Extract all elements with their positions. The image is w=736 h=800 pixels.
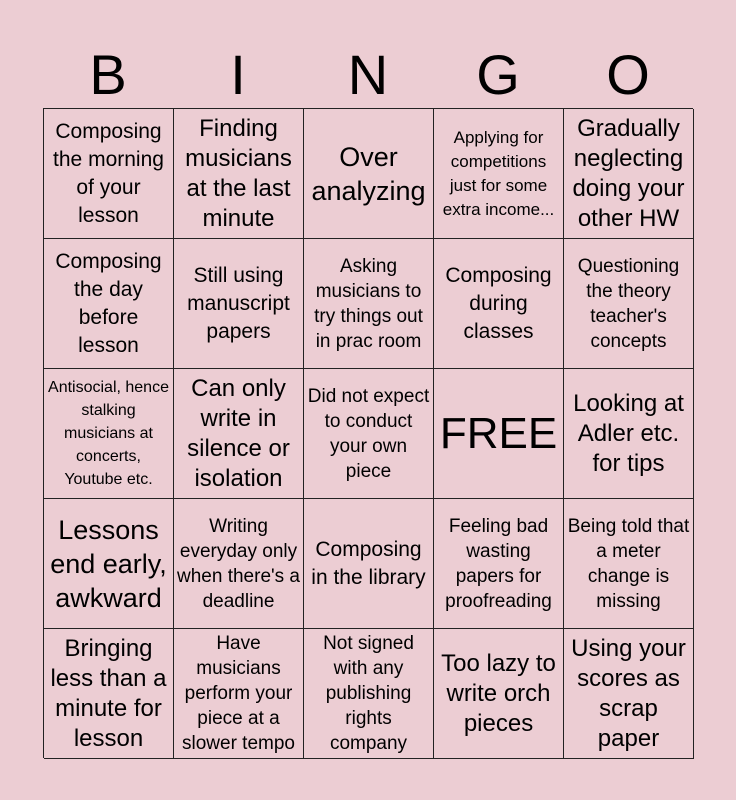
- bingo-cell[interactable]: [174, 239, 304, 369]
- bingo-cell-text: Can only write in silence or isolation: [187, 374, 290, 492]
- bingo-cell[interactable]: [304, 369, 434, 499]
- bingo-cell[interactable]: [174, 629, 304, 759]
- bingo-cell[interactable]: [564, 499, 694, 629]
- bingo-card-grid: [43, 108, 693, 758]
- bingo-cell[interactable]: [564, 239, 694, 369]
- bingo-cell-text: Too lazy to write orch pieces: [441, 649, 556, 737]
- bingo-title: [43, 42, 693, 108]
- bingo-cell-text: Writing everyday only when there's a deadline: [177, 515, 300, 612]
- bingo-cell[interactable]: [44, 499, 174, 629]
- bingo-cell-text: Bringing less than a minute for lesson: [50, 634, 167, 752]
- bingo-cell-text: Lessons end early, awkward: [50, 514, 167, 613]
- bingo-cell-text: Did not expect to conduct your own piece: [307, 385, 430, 482]
- bingo-cell[interactable]: [304, 629, 434, 759]
- bingo-cell[interactable]: [44, 629, 174, 759]
- bingo-cell-text: Questioning the theory teacher's concepts: [577, 255, 680, 352]
- bingo-cell-text: Looking at Adler etc. for tips: [573, 389, 684, 477]
- title-letter-n: N: [347, 43, 389, 106]
- bingo-cell-text: Composing the morning of your lesson: [53, 119, 164, 227]
- title-letter-o: O: [606, 43, 650, 106]
- bingo-cell-text: Not signed with any publishing rights company: [323, 633, 414, 754]
- bingo-cell-text: Composing in the library: [311, 537, 426, 589]
- bingo-cell[interactable]: [304, 239, 434, 369]
- bingo-cell[interactable]: [304, 109, 434, 239]
- bingo-cell[interactable]: [564, 369, 694, 499]
- bingo-cell[interactable]: [434, 629, 564, 759]
- bingo-cell[interactable]: [44, 239, 174, 369]
- title-letter-g: G: [476, 43, 520, 106]
- bingo-cell-text: Using your scores as scrap paper: [571, 634, 686, 752]
- bingo-cell-text: Feeling bad wasting papers for proofreading: [445, 515, 552, 612]
- bingo-cell-text: Have musicians perform your piece at a slower tempo: [182, 633, 295, 754]
- bingo-cell-text: Finding musicians at the last minute: [185, 114, 292, 232]
- bingo-cell[interactable]: [564, 109, 694, 239]
- bingo-cell-text: FREE: [439, 408, 558, 458]
- bingo-cell-text: Applying for competitions just for some extra income...: [442, 127, 555, 219]
- bingo-cell-text: Composing the day before lesson: [55, 249, 162, 357]
- bingo-cell[interactable]: [434, 499, 564, 629]
- bingo-cell[interactable]: [174, 499, 304, 629]
- bingo-cell[interactable]: [44, 109, 174, 239]
- bingo-cell[interactable]: [434, 109, 564, 239]
- title-letter-i: I: [230, 43, 246, 106]
- bingo-cell-text: Antisocial, hence stalking musicians at concerts, Youtube etc.: [48, 379, 169, 488]
- bingo-cell[interactable]: [174, 369, 304, 499]
- bingo-cell[interactable]: [434, 239, 564, 369]
- title-letter-b: B: [89, 43, 127, 106]
- bingo-free-cell[interactable]: [434, 369, 564, 499]
- bingo-cell-text: Asking musicians to try things out in prac room: [314, 255, 423, 352]
- bingo-cell-text: Composing during classes: [445, 263, 552, 343]
- bingo-cell[interactable]: [564, 629, 694, 759]
- bingo-cell-text: Being told that a meter change is missing: [567, 515, 690, 612]
- bingo-cell-text: Over analyzing: [311, 141, 426, 206]
- bingo-cell[interactable]: [304, 499, 434, 629]
- bingo-cell[interactable]: [174, 109, 304, 239]
- bingo-cell[interactable]: [44, 369, 174, 499]
- bingo-cell-text: Still using manuscript papers: [187, 263, 290, 343]
- bingo-cell-text: Gradually neglecting doing your other HW: [572, 114, 685, 232]
